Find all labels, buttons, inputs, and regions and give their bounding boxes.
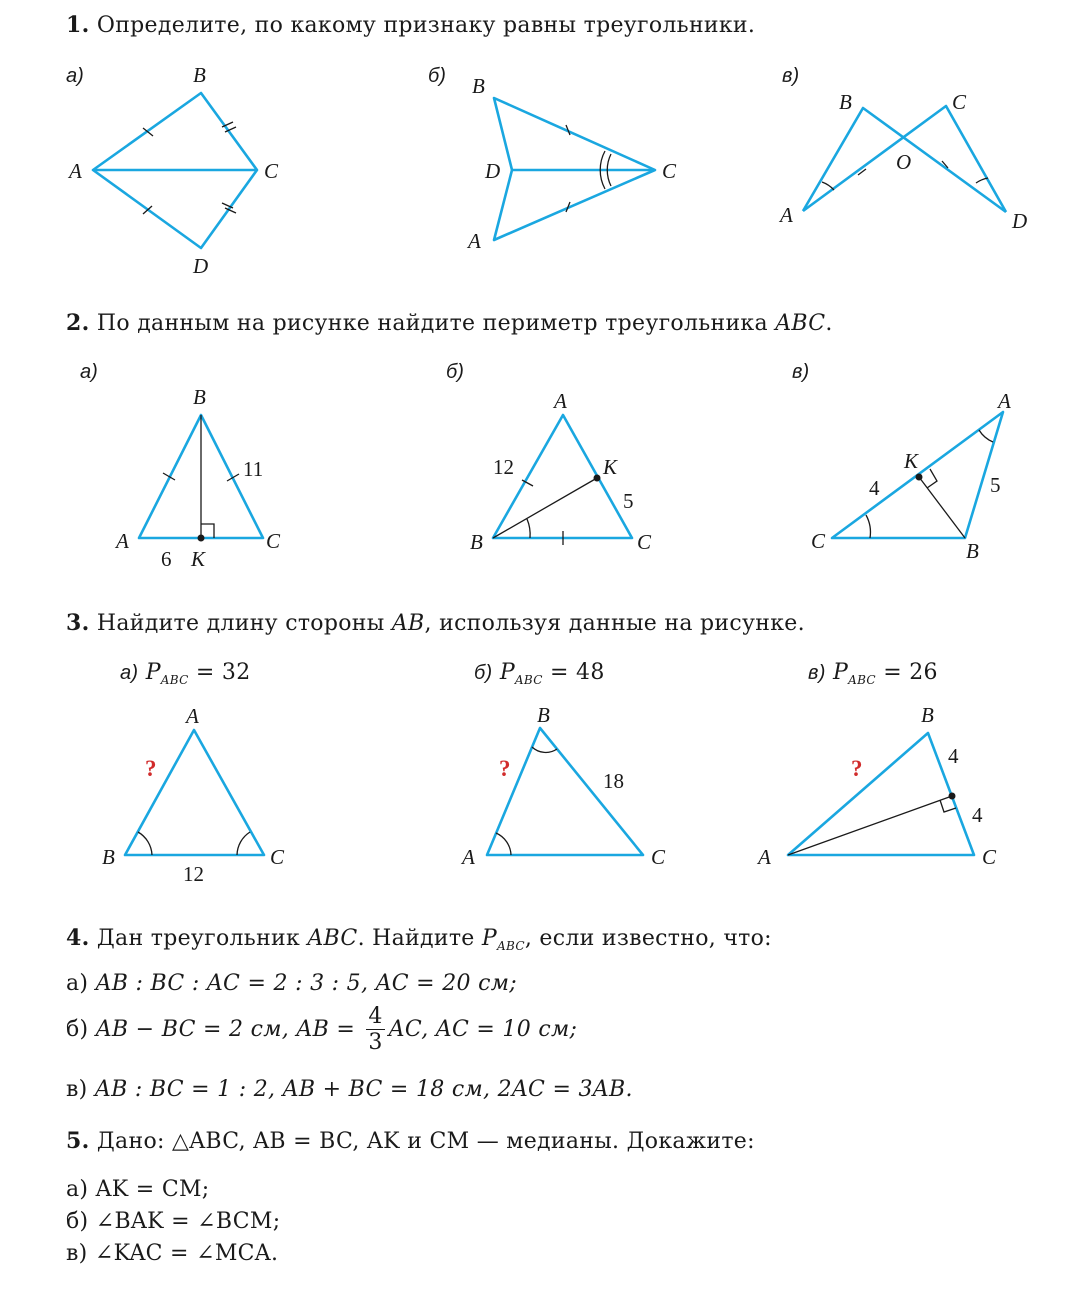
fig-3a-perimeter-value: = 32 <box>188 660 251 685</box>
task-4-perimeter-symbol: P <box>481 926 498 951</box>
fig-3a-question-mark: ? <box>145 756 157 781</box>
fig-1b-vertex-a: A <box>468 229 481 253</box>
fig-2v-vertex-c: C <box>811 529 826 553</box>
task-2-text: По данным на рисунке найдите периметр треугольника <box>96 311 776 336</box>
task-5-number: 5. <box>66 1128 90 1154</box>
fig-3b-vertex-b: B <box>537 703 550 727</box>
task-1-number: 1. <box>66 12 90 38</box>
fig-3v-vertex-b: B <box>921 703 934 727</box>
fig-3b-number-18: 18 <box>603 769 624 793</box>
task-2-triangle-name: ABC <box>775 311 826 336</box>
task-4-heading <box>66 925 772 953</box>
task-4-item-v <box>66 1077 633 1102</box>
task-4-item-a <box>66 971 517 996</box>
task-3-text-end: , используя данные на рисунке. <box>424 611 805 636</box>
fig-2b-number-12: 12 <box>493 455 514 479</box>
task-4-text-3: , если известно, что: <box>524 926 772 951</box>
task-4-item-b-text-2: AC, AC = 10 см; <box>388 1017 578 1042</box>
task-3-text: Найдите длину стороны <box>96 611 392 636</box>
fig-2b-vertex-b: B <box>470 530 483 554</box>
fig-2b-label: б) <box>446 361 464 383</box>
fig-3v-vertex-c: C <box>982 845 997 869</box>
fig-1a-vertex-d: D <box>193 254 209 278</box>
task-4-item-b <box>66 1006 577 1054</box>
fig-3v-number-4-bottom: 4 <box>972 803 983 827</box>
fig-2a-number-6: 6 <box>161 547 172 571</box>
task-4-text-2: . Найдите <box>357 926 482 951</box>
perimeter-symbol: P <box>499 660 515 685</box>
figure-1b <box>494 98 655 240</box>
task-2-heading <box>66 310 833 336</box>
figure-3v-triangle <box>788 733 974 855</box>
fig-1v-label: в) <box>782 65 800 87</box>
fig-2a-vertex-k: K <box>191 547 206 571</box>
fig-2b-vertex-k: K <box>603 455 618 479</box>
fig-2v-vertex-a: A <box>998 389 1011 413</box>
task-3-side-name: AB <box>391 611 425 636</box>
fig-3b-vertex-a: A <box>462 845 475 869</box>
task-4-triangle-name: ABC <box>307 926 358 951</box>
fig-3v-perimeter <box>808 660 938 687</box>
fig-3v-question-mark: ? <box>851 756 863 781</box>
fig-3a-number-12: 12 <box>183 862 204 886</box>
task-5-item-a: а) AK = CM; <box>66 1177 210 1202</box>
fig-3a-vertex-a: A <box>186 704 199 728</box>
fig-3a-perimeter <box>120 660 251 687</box>
fig-2v-label: в) <box>792 361 810 383</box>
fig-3b-vertex-c: C <box>651 845 666 869</box>
task-4-number: 4. <box>66 925 90 951</box>
fig-3a-vertex-b: B <box>102 845 115 869</box>
fig-2a-vertex-b: B <box>193 385 206 409</box>
perimeter-subscript: ABC <box>160 673 189 687</box>
fig-3b-perimeter <box>474 660 605 687</box>
fig-1a-vertex-b: B <box>193 63 206 87</box>
fig-2v-vertex-b: B <box>966 539 979 563</box>
fig-1a-vertex-c: C <box>264 159 279 183</box>
task-4-item-v-marker: в) <box>66 1077 95 1102</box>
task-4-item-b-marker: б) <box>66 1017 96 1042</box>
fig-1a-label: а) <box>66 65 84 87</box>
fig-2v-vertex-k: K <box>904 449 919 473</box>
task-2-number: 2. <box>66 310 90 336</box>
fig-3v-perimeter-value: = 26 <box>875 660 938 685</box>
task-5-item-v: в) ∠KAC = ∠MCA. <box>66 1241 279 1266</box>
fig-3b-label: б) <box>474 662 493 684</box>
task-3-number: 3. <box>66 610 90 636</box>
perimeter-subscript: ABC <box>848 673 876 687</box>
fig-1b-vertex-d: D <box>485 159 501 183</box>
task-2-period: . <box>825 311 833 336</box>
task-4-perimeter-subscript: ABC <box>497 939 525 953</box>
perimeter-symbol: P <box>145 660 161 685</box>
task-5-text: Дано: △ABC, AB = BC, AK и CM — медианы. Докажите: <box>96 1129 755 1154</box>
fig-2b-vertex-c: C <box>637 530 652 554</box>
task-5-item-b: б) ∠BAK = ∠BCM; <box>66 1209 281 1234</box>
fig-1v-vertex-c: C <box>952 90 967 114</box>
fig-1v-vertex-a: A <box>780 203 793 227</box>
fig-2v-number-5: 5 <box>990 473 1001 497</box>
fig-1a-vertex-a: A <box>69 159 82 183</box>
fraction-numerator: 4 <box>368 1004 383 1029</box>
fig-3a-vertex-c: C <box>270 845 285 869</box>
fig-3b-perimeter-value: = 48 <box>542 660 605 685</box>
fraction <box>366 1006 384 1054</box>
fig-1b-vertex-b: B <box>472 74 485 98</box>
fraction-denominator: 3 <box>368 1030 383 1055</box>
fig-2a-vertex-a: A <box>116 529 129 553</box>
fig-3v-number-4-top: 4 <box>948 744 959 768</box>
task-1-text: Определите, по какому признаку равны треугольники. <box>96 13 756 38</box>
fig-1v-vertex-d: D <box>1012 209 1028 233</box>
fig-3b-question-mark: ? <box>499 756 511 781</box>
task-4-item-v-text: AB : BC = 1 : 2, AB + BC = 18 см, 2AC = 3AB. <box>94 1077 633 1102</box>
task-4-item-a-text: AB : BC : AC = 2 : 3 : 5, AC = 20 см; <box>95 971 517 996</box>
fig-1v-vertex-b: B <box>839 90 852 114</box>
fig-1b-label: б) <box>428 65 446 87</box>
figure-1a <box>93 93 257 248</box>
task-4-item-b-text-1: AB − BC = 2 см, AB = <box>95 1017 363 1042</box>
perimeter-subscript: ABC <box>514 673 543 687</box>
fig-1b-vertex-c: C <box>662 159 677 183</box>
task-3-heading <box>66 610 805 636</box>
task-4-item-a-marker: а) <box>66 971 96 996</box>
fig-3v-label: в) <box>808 662 826 684</box>
fig-2v-number-4: 4 <box>869 476 880 500</box>
task-5-heading <box>66 1128 755 1154</box>
task-4-text-1: Дан треугольник <box>96 926 308 951</box>
fig-3v-vertex-a: A <box>758 845 771 869</box>
figure-3a-triangle <box>125 730 264 855</box>
fig-3a-label: а) <box>120 662 139 684</box>
fig-2b-vertex-a: A <box>554 389 567 413</box>
fig-2a-label: а) <box>80 361 98 383</box>
fig-2b-number-5: 5 <box>623 489 634 513</box>
fig-2a-number-11: 11 <box>243 457 264 481</box>
fig-2a-vertex-c: C <box>266 529 281 553</box>
perimeter-symbol: P <box>833 660 849 685</box>
fig-1v-vertex-o: O <box>896 150 912 174</box>
